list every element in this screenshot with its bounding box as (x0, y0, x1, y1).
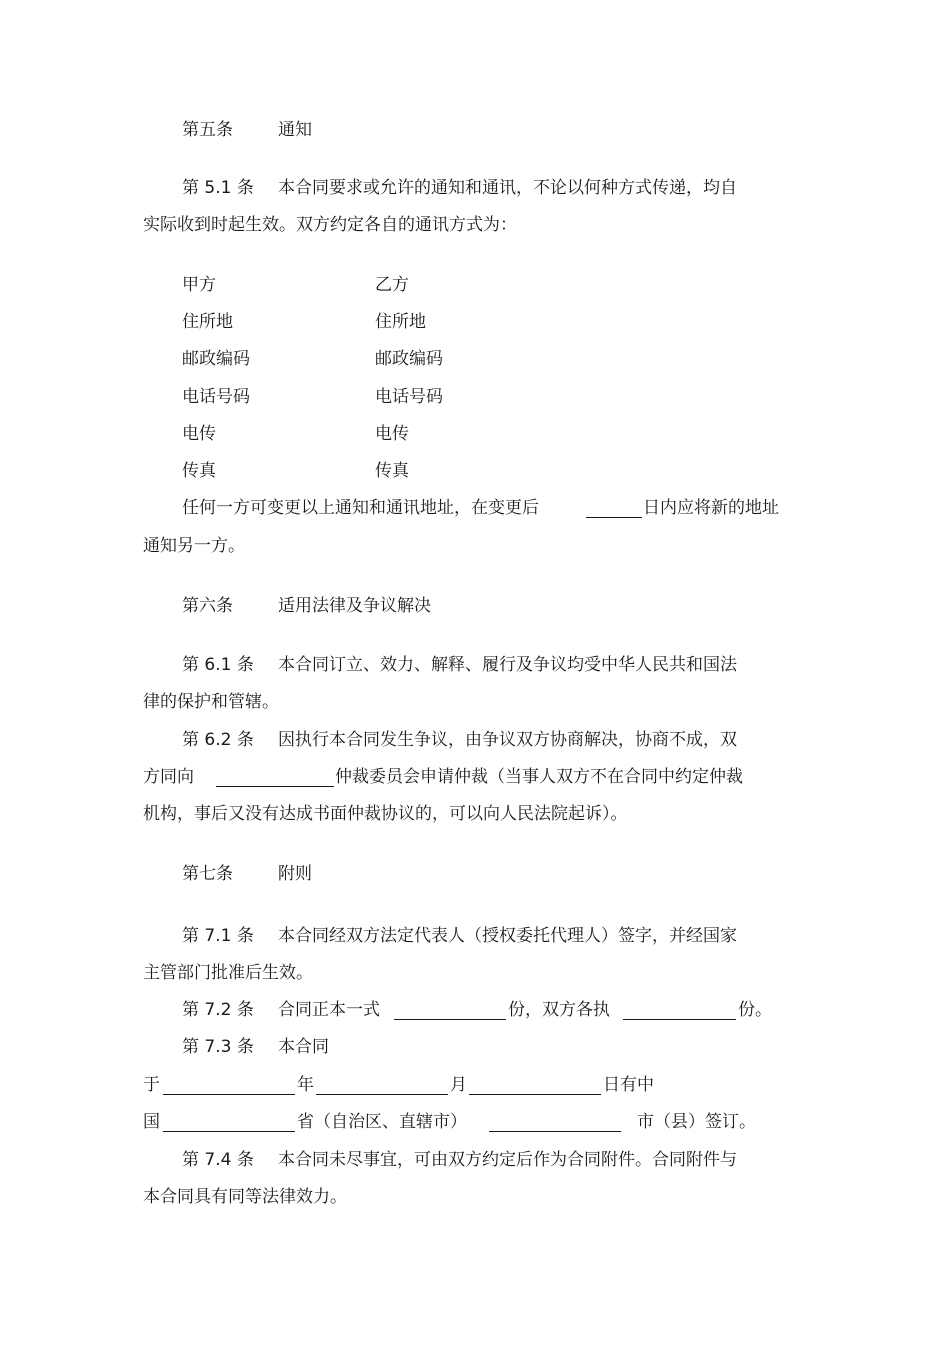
party-b-fax: 传真 (375, 461, 409, 481)
copies-total-blank[interactable] (394, 1004, 506, 1020)
clause-7-4-number: 第 7.4 条 (182, 1150, 254, 1170)
arbitration-commission-blank[interactable] (216, 771, 334, 787)
clause-7-2-text-b: 份，双方各执 (508, 1000, 610, 1020)
clause-7-4-line-1: 本合同未尽事宜，可由双方约定后作为合同附件。合同附件与 (278, 1150, 737, 1170)
party-a-label: 甲方 (182, 275, 216, 295)
article-6-number: 第六条 (182, 596, 233, 616)
days-blank[interactable] (586, 502, 642, 518)
party-b-address: 住所地 (375, 312, 426, 332)
clause-6-2-line-2a: 方同向 (143, 767, 194, 787)
party-b-phone: 电话号码 (375, 387, 443, 407)
month-blank[interactable] (316, 1079, 448, 1095)
article-5-number: 第五条 (182, 120, 233, 140)
clause-7-3-month: 月 (450, 1075, 467, 1095)
clause-6-2-line-1: 因执行本合同发生争议，由争议双方协商解决，协商不成，双 (278, 730, 737, 750)
clause-7-1-line-1: 本合同经双方法定代表人（授权委托代理人）签字，并经国家 (278, 926, 737, 946)
clause-7-3-guo: 国 (143, 1112, 160, 1132)
clause-7-3-text: 本合同 (278, 1037, 329, 1057)
party-a-phone: 电话号码 (182, 387, 250, 407)
clause-5-1-line-2: 实际收到时起生效。双方约定各自的通讯方式为： (143, 215, 517, 235)
party-a-address: 住所地 (182, 312, 233, 332)
clause-7-4-line-2: 本合同具有同等法律效力。 (143, 1187, 347, 1207)
clause-7-2-text-a: 合同正本一式 (278, 1000, 380, 1020)
clause-6-1-number: 第 6.1 条 (182, 655, 254, 675)
party-a-telex: 电传 (182, 424, 216, 444)
clause-7-2-number: 第 7.2 条 (182, 1000, 254, 1020)
day-blank[interactable] (469, 1079, 601, 1095)
clause-7-3-province: 省（自治区、直辖市） (297, 1112, 467, 1132)
clause-6-1-line-2: 律的保护和管辖。 (143, 692, 279, 712)
article-7-number: 第七条 (182, 864, 233, 884)
clause-7-3-number: 第 7.3 条 (182, 1037, 254, 1057)
article-6-title: 适用法律及争议解决 (278, 596, 431, 616)
clause-7-3-year: 年 (297, 1075, 314, 1095)
clause-5-1-number: 第 5.1 条 (182, 178, 254, 198)
clause-7-1-number: 第 7.1 条 (182, 926, 254, 946)
year-blank[interactable] (163, 1079, 295, 1095)
clause-6-2-line-3: 机构，事后又没有达成书面仲裁协议的，可以向人民法院起诉）。 (143, 804, 628, 824)
clause-7-3-day: 日有中 (603, 1075, 654, 1095)
article-7-title: 附则 (278, 864, 312, 884)
change-notice-text: 任何一方可变更以上通知和通讯地址，在变更后 (182, 498, 539, 518)
city-blank[interactable] (489, 1116, 621, 1132)
article-5-title: 通知 (278, 120, 312, 140)
clause-6-2-number: 第 6.2 条 (182, 730, 254, 750)
change-notice-text-2: 日内应将新的地址 (643, 498, 779, 518)
clause-7-3-yu: 于 (143, 1075, 160, 1095)
clause-6-1-line-1: 本合同订立、效力、解释、履行及争议均受中华人民共和国法 (278, 655, 737, 675)
clause-5-1-line-1: 本合同要求或允许的通知和通讯，不论以何种方式传递，均自 (278, 178, 737, 198)
party-b-label: 乙方 (375, 275, 409, 295)
party-b-postcode: 邮政编码 (375, 349, 443, 369)
party-a-fax: 传真 (182, 461, 216, 481)
clause-7-2-text-c: 份。 (738, 1000, 772, 1020)
clause-7-1-line-2: 主管部门批准后生效。 (143, 963, 313, 983)
change-notice-text-3: 通知另一方。 (143, 536, 245, 556)
copies-each-blank[interactable] (623, 1004, 736, 1020)
clause-7-3-city: 市（县）签订。 (637, 1112, 756, 1132)
party-b-telex: 电传 (375, 424, 409, 444)
province-blank[interactable] (163, 1116, 295, 1132)
party-a-postcode: 邮政编码 (182, 349, 250, 369)
clause-6-2-line-2b: 仲裁委员会申请仲裁（当事人双方不在合同中约定仲裁 (335, 767, 743, 787)
